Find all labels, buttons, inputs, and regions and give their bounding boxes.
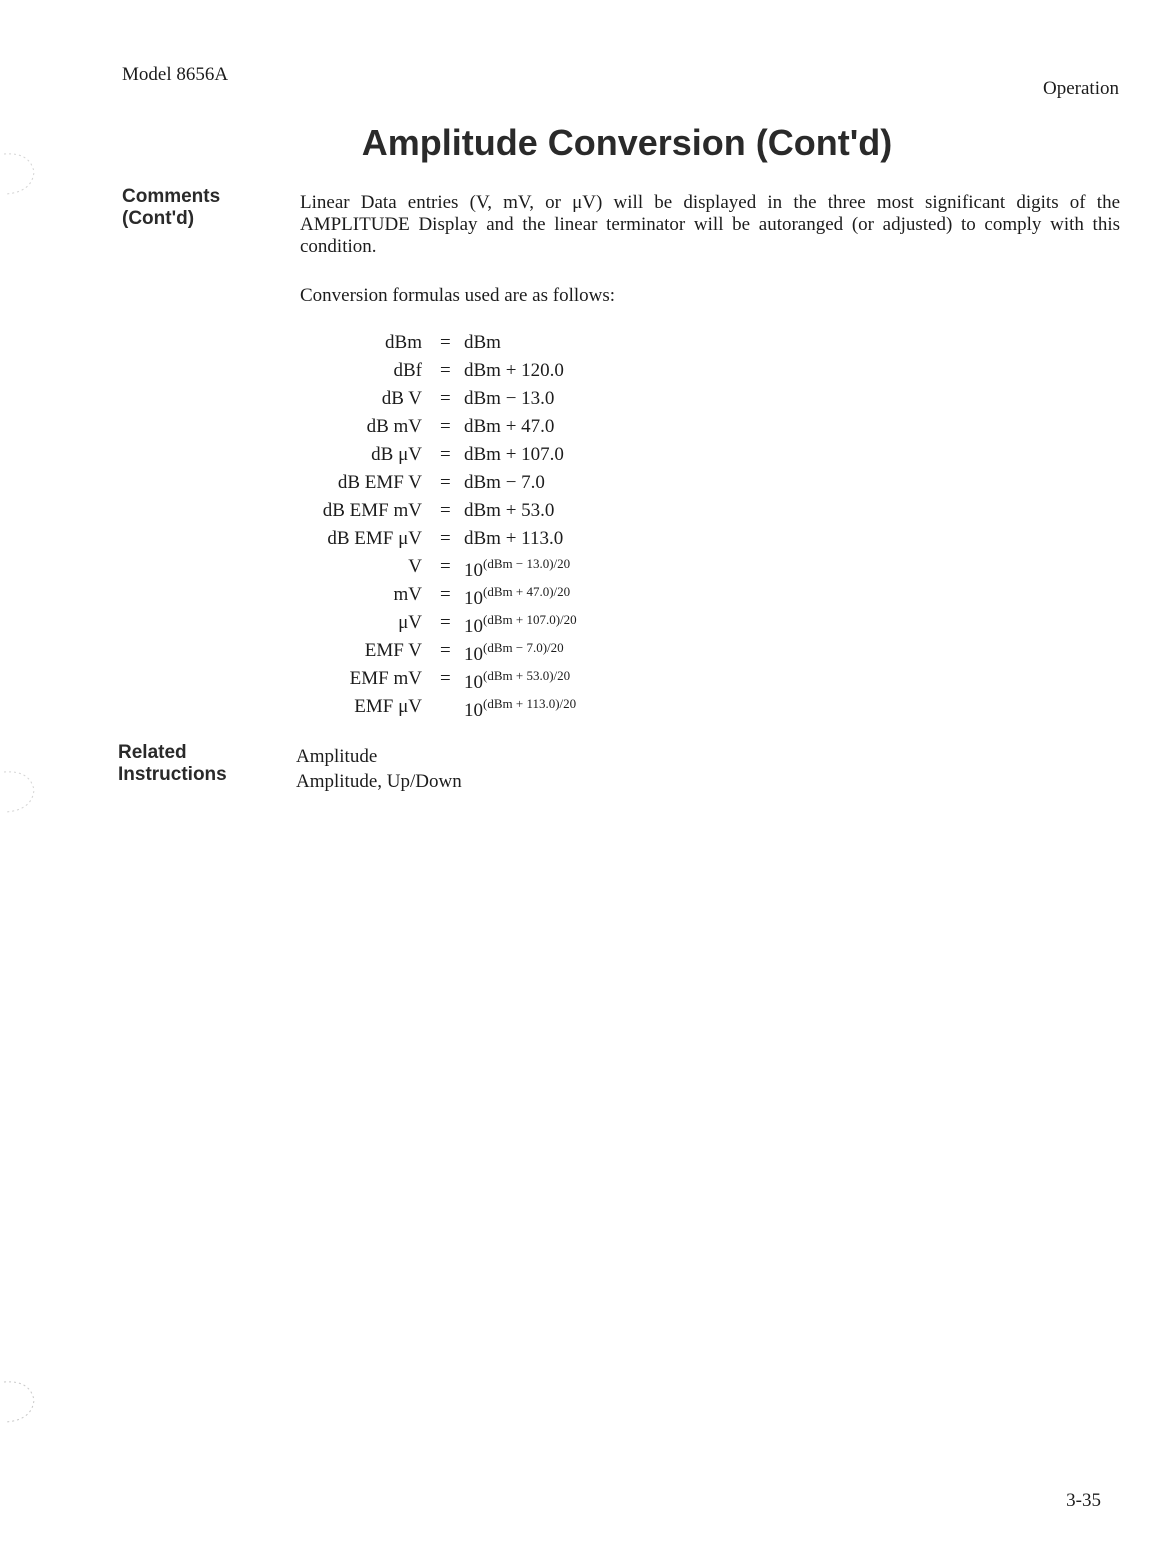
formula-lhs: dB μV [371,444,422,465]
formula-row [250,528,750,556]
formula-rhs-base: 10 [464,672,483,693]
formula-equals: = [440,640,451,661]
related-heading-line2: Instructions [118,764,227,785]
comments-heading-line1: Comments [122,186,221,207]
formula-rhs-base: dBm + 107.0 [464,444,564,465]
formula-row [250,360,750,388]
formula-lhs: dBm [385,332,422,353]
model-label: Model 8656A [122,64,229,85]
punch-hole-mark [0,766,38,816]
comments-heading-line2: (Cont'd) [122,208,195,229]
formula-equals: = [440,444,451,465]
formula-rhs-base: dBm + 53.0 [464,500,555,521]
formula-lhs: EMF V [364,640,422,661]
formula-rhs [464,640,564,666]
formula-rhs-base: dBm [464,332,501,353]
formula-exponent: (dBm + 53.0)/20 [483,668,571,683]
formula-row [250,556,750,584]
formula-exponent: (dBm + 47.0)/20 [483,584,571,599]
related-item: Amplitude [296,746,378,767]
formula-rhs [464,612,577,638]
formula-row [250,584,750,612]
formula-equals: = [440,668,451,689]
formula-rhs [464,556,570,582]
formula-lhs: dB EMF μV [327,528,422,549]
formula-rhs [464,668,570,694]
formula-row [250,416,750,444]
formula-rhs [464,696,576,722]
formula-equals: = [440,472,451,493]
section-label: Operation [1043,78,1119,99]
comments-heading [122,186,220,230]
formula-equals: = [440,584,451,605]
formula-rhs-base: 10 [464,588,483,609]
formulas-intro: Conversion formulas used are as follows: [300,285,616,306]
formula-rhs [464,388,554,410]
formula-rhs-base: dBm − 13.0 [464,388,555,409]
formula-lhs: EMF mV [349,668,422,689]
page-title: Amplitude Conversion (Cont'd) [361,122,893,163]
formula-row [250,668,750,696]
formula-row [250,332,750,360]
formula-equals: = [440,360,451,381]
related-heading [118,742,227,786]
formula-exponent: (dBm + 113.0)/20 [483,696,577,711]
formula-exponent: (dBm − 13.0)/20 [483,556,571,571]
formula-rhs [464,472,545,494]
formula-row [250,388,750,416]
formula-exponent: (dBm + 107.0)/20 [483,612,577,627]
punch-hole-mark [0,1376,38,1426]
formula-rhs-base: dBm + 47.0 [464,416,555,437]
formula-row [250,500,750,528]
formula-rhs-base: dBm − 7.0 [464,472,545,493]
formula-equals: = [440,556,451,577]
formula-rhs [464,416,554,438]
formula-lhs: dBf [393,360,422,381]
formula-exponent: (dBm − 7.0)/20 [483,640,564,655]
formula-equals: = [440,332,451,353]
formula-rhs [464,584,570,610]
punch-hole-mark [0,148,38,198]
formula-equals: = [440,528,451,549]
formula-lhs: μV [398,612,422,633]
formula-rhs [464,528,563,550]
formula-lhs: V [408,556,422,577]
formula-rhs [464,332,501,354]
formula-row [250,640,750,668]
comments-paragraph: Linear Data entries (V, mV, or μV) will be displayed in the three most significant digits of the AMPLITUDE Display and the linear terminator will be autoranged (or adjusted) to comply with this condition. [300,192,1120,257]
formula-rhs-base: 10 [464,700,483,721]
formula-rhs [464,444,564,466]
formula-rhs-base: 10 [464,644,483,665]
page-number: 3-35 [1066,1490,1101,1511]
formula-rhs-base: 10 [464,616,483,637]
formula-lhs: dB EMF V [337,472,422,493]
formula-rhs [464,360,564,382]
formula-lhs: mV [393,584,422,605]
formula-lhs: EMF μV [354,696,422,717]
formula-rhs [464,500,554,522]
formula-equals: = [440,416,451,437]
formula-equals: = [440,500,451,521]
related-instructions [296,744,462,794]
formula-lhs: dB V [381,388,422,409]
formula-rhs-base: 10 [464,560,483,581]
formula-row [250,444,750,472]
formula-equals: = [440,612,451,633]
related-heading-line1: Related [118,742,187,763]
formula-row [250,612,750,640]
formula-rhs-base: dBm + 120.0 [464,360,564,381]
related-item: Amplitude, Up/Down [296,771,462,792]
formula-lhs: dB mV [366,416,422,437]
formula-equals: = [440,388,451,409]
formula-rhs-base: dBm + 113.0 [464,528,564,549]
formula-lhs: dB EMF mV [322,500,422,521]
formula-row [250,472,750,500]
formula-row [250,696,750,724]
